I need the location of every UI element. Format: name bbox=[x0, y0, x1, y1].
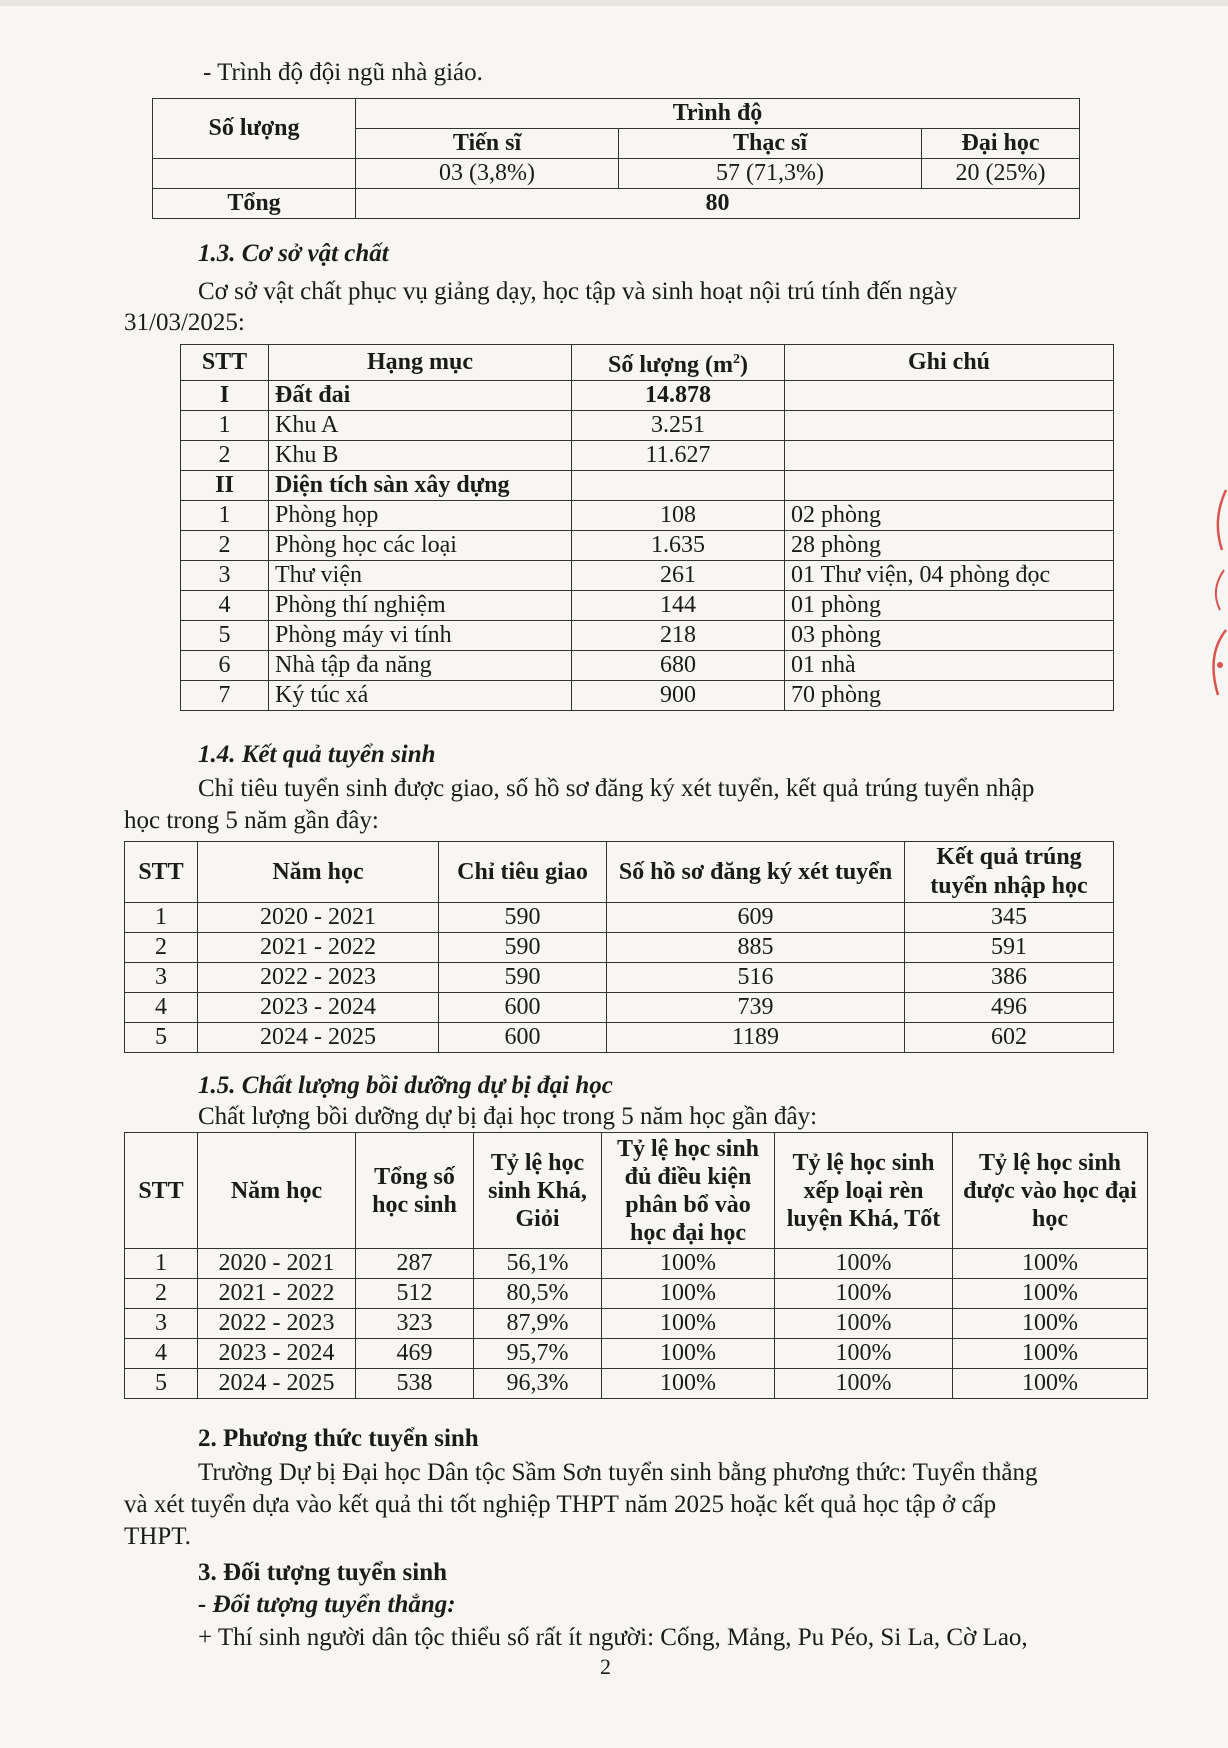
quality-row bbox=[125, 1309, 1148, 1339]
quality-row bbox=[125, 1279, 1148, 1309]
admission-row bbox=[125, 903, 1114, 933]
quality-cell-university-rate: 100% bbox=[953, 1279, 1148, 1309]
teacher-table bbox=[152, 98, 1080, 219]
admission-cell-year: 2020 - 2021 bbox=[198, 903, 439, 933]
admission-header-year: Năm học bbox=[198, 842, 439, 903]
teacher-level-bachelor: Đại học bbox=[922, 129, 1080, 159]
facility-row bbox=[181, 681, 1114, 711]
admission-cell-quota: 600 bbox=[439, 993, 607, 1023]
quality-cell-stt: 5 bbox=[125, 1369, 198, 1399]
section-1-3-heading: 1.3. Cơ sở vật chất bbox=[198, 240, 389, 267]
facility-cell-note bbox=[785, 441, 1114, 471]
section-3-subheading: - Đối tượng tuyển thẳng: bbox=[198, 1591, 456, 1618]
facility-cell-quantity: 218 bbox=[572, 621, 785, 651]
facility-header-note: Ghi chú bbox=[785, 345, 1114, 381]
quality-cell-conduct-rate: 100% bbox=[775, 1369, 953, 1399]
quality-cell-stt: 3 bbox=[125, 1309, 198, 1339]
quality-table bbox=[124, 1132, 1148, 1399]
quality-cell-total: 538 bbox=[356, 1369, 474, 1399]
teacher-col-level: Trình độ bbox=[356, 99, 1080, 129]
admission-header-result: Kết quả trúng tuyển nhập học bbox=[905, 842, 1114, 903]
seal-stamp-edge-icon bbox=[1198, 480, 1228, 710]
section-1-3-intro-1: Cơ sở vật chất phục vụ giảng dạy, học tập và sinh hoạt nội trú tính đến ngày bbox=[198, 278, 958, 305]
teacher-total-value: 80 bbox=[356, 189, 1080, 219]
quality-cell-university-rate: 100% bbox=[953, 1339, 1148, 1369]
facility-cell-note: 03 phòng bbox=[785, 621, 1114, 651]
teacher-value-phd: 03 (3,8%) bbox=[356, 159, 619, 189]
facility-cell-note: 02 phòng bbox=[785, 501, 1114, 531]
facility-cell-quantity: 11.627 bbox=[572, 441, 785, 471]
admission-cell-stt: 5 bbox=[125, 1023, 198, 1053]
facility-header-stt: STT bbox=[181, 345, 269, 381]
admission-row bbox=[125, 963, 1114, 993]
facility-cell-quantity: 108 bbox=[572, 501, 785, 531]
facility-cell-quantity: 900 bbox=[572, 681, 785, 711]
quality-cell-conduct-rate: 100% bbox=[775, 1249, 953, 1279]
facility-cell-stt: 7 bbox=[181, 681, 269, 711]
quality-cell-year: 2023 - 2024 bbox=[198, 1339, 356, 1369]
facility-cell-item: Khu A bbox=[269, 411, 572, 441]
facility-header-quantity-sup: 2 bbox=[733, 352, 741, 367]
admission-cell-result: 602 bbox=[905, 1023, 1114, 1053]
admission-cell-year: 2024 - 2025 bbox=[198, 1023, 439, 1053]
facility-table bbox=[180, 344, 1114, 711]
facility-row bbox=[181, 441, 1114, 471]
facility-cell-stt: 1 bbox=[181, 501, 269, 531]
quality-cell-eligible-rate: 100% bbox=[602, 1369, 775, 1399]
facility-cell-quantity: 144 bbox=[572, 591, 785, 621]
admission-cell-year: 2021 - 2022 bbox=[198, 933, 439, 963]
facility-cell-stt: I bbox=[181, 381, 269, 411]
admission-cell-applications: 739 bbox=[607, 993, 905, 1023]
admission-row bbox=[125, 933, 1114, 963]
teacher-level-phd: Tiến sĩ bbox=[356, 129, 619, 159]
quality-header-year: Năm học bbox=[198, 1133, 356, 1249]
admission-cell-applications: 1189 bbox=[607, 1023, 905, 1053]
section-2-line-3: THPT. bbox=[124, 1523, 191, 1550]
admission-row bbox=[125, 1023, 1114, 1053]
quality-cell-total: 512 bbox=[356, 1279, 474, 1309]
facility-cell-quantity: 14.878 bbox=[572, 381, 785, 411]
quality-cell-good-rate: 56,1% bbox=[474, 1249, 602, 1279]
section-1-4-heading: 1.4. Kết quả tuyển sinh bbox=[198, 741, 436, 768]
quality-cell-stt: 2 bbox=[125, 1279, 198, 1309]
section-2-line-2: và xét tuyển dựa vào kết quả thi tốt nghiệp THPT năm 2025 hoặc kết quả học tập ở cấp bbox=[124, 1491, 997, 1518]
facility-row bbox=[181, 621, 1114, 651]
admission-cell-result: 591 bbox=[905, 933, 1114, 963]
quality-cell-year: 2022 - 2023 bbox=[198, 1309, 356, 1339]
facility-cell-quantity: 1.635 bbox=[572, 531, 785, 561]
scan-top-edge bbox=[0, 0, 1228, 6]
quality-cell-university-rate: 100% bbox=[953, 1309, 1148, 1339]
admission-cell-year: 2022 - 2023 bbox=[198, 963, 439, 993]
facility-header-quantity-text: Số lượng (m bbox=[607, 352, 734, 378]
facility-header-quantity bbox=[572, 345, 785, 381]
teacher-value-master: 57 (71,3%) bbox=[619, 159, 922, 189]
admission-cell-quota: 590 bbox=[439, 963, 607, 993]
facility-header-item: Hạng mục bbox=[269, 345, 572, 381]
facility-header-quantity-close: ) bbox=[740, 352, 749, 378]
facility-cell-stt: 2 bbox=[181, 441, 269, 471]
facility-cell-stt: 4 bbox=[181, 591, 269, 621]
quality-cell-university-rate: 100% bbox=[953, 1369, 1148, 1399]
admission-cell-quota: 590 bbox=[439, 933, 607, 963]
facility-cell-quantity: 680 bbox=[572, 651, 785, 681]
facility-cell-item: Phòng thí nghiệm bbox=[269, 591, 572, 621]
quality-cell-conduct-rate: 100% bbox=[775, 1339, 953, 1369]
facility-cell-stt: 6 bbox=[181, 651, 269, 681]
facility-cell-note: 01 Thư viện, 04 phòng đọc bbox=[785, 561, 1114, 591]
quality-cell-total: 323 bbox=[356, 1309, 474, 1339]
facility-row bbox=[181, 501, 1114, 531]
facility-cell-note: 01 phòng bbox=[785, 591, 1114, 621]
quality-cell-good-rate: 95,7% bbox=[474, 1339, 602, 1369]
facility-cell-note: 28 phòng bbox=[785, 531, 1114, 561]
admission-cell-quota: 590 bbox=[439, 903, 607, 933]
facility-cell-item: Phòng học các loại bbox=[269, 531, 572, 561]
quality-header-conduct-rate: Tỷ lệ học sinh xếp loại rèn luyện Khá, Tốt bbox=[775, 1133, 953, 1249]
section-1-4-intro-2: học trong 5 năm gần đây: bbox=[124, 807, 379, 834]
facility-cell-quantity: 3.251 bbox=[572, 411, 785, 441]
quality-cell-conduct-rate: 100% bbox=[775, 1279, 953, 1309]
admission-cell-result: 496 bbox=[905, 993, 1114, 1023]
facility-cell-stt: 3 bbox=[181, 561, 269, 591]
facility-cell-note bbox=[785, 381, 1114, 411]
teacher-values-empty bbox=[153, 159, 356, 189]
admission-cell-quota: 600 bbox=[439, 1023, 607, 1053]
quality-cell-good-rate: 80,5% bbox=[474, 1279, 602, 1309]
admission-header-stt: STT bbox=[125, 842, 198, 903]
section-3-heading: 3. Đối tượng tuyển sinh bbox=[198, 1559, 448, 1586]
section-1-5-heading: 1.5. Chất lượng bồi dưỡng dự bị đại học bbox=[198, 1072, 613, 1099]
quality-cell-good-rate: 87,9% bbox=[474, 1309, 602, 1339]
facility-cell-stt: 5 bbox=[181, 621, 269, 651]
quality-header-stt: STT bbox=[125, 1133, 198, 1249]
section-2-heading: 2. Phương thức tuyển sinh bbox=[198, 1425, 479, 1452]
admission-cell-applications: 609 bbox=[607, 903, 905, 933]
teacher-intro: - Trình độ đội ngũ nhà giáo. bbox=[203, 59, 483, 86]
teacher-value-bachelor: 20 (25%) bbox=[922, 159, 1080, 189]
section-3-line-1: + Thí sinh người dân tộc thiểu số rất ít người: Cống, Mảng, Pu Péo, Si La, Cờ Lao, bbox=[198, 1624, 1028, 1651]
section-1-3-intro-2: 31/03/2025: bbox=[124, 309, 245, 336]
quality-header-good-rate: Tỷ lệ học sinh Khá, Giỏi bbox=[474, 1133, 602, 1249]
facility-cell-item: Phòng máy vi tính bbox=[269, 621, 572, 651]
teacher-level-master: Thạc sĩ bbox=[619, 129, 922, 159]
section-2-line-1: Trường Dự bị Đại học Dân tộc Sầm Sơn tuyển sinh bằng phương thức: Tuyển thẳng bbox=[198, 1459, 1038, 1486]
page-number: 2 bbox=[600, 1654, 611, 1679]
facility-cell-note: 70 phòng bbox=[785, 681, 1114, 711]
facility-row bbox=[181, 471, 1114, 501]
facility-cell-quantity bbox=[572, 471, 785, 501]
facility-cell-item: Diện tích sàn xây dựng bbox=[269, 471, 572, 501]
admission-cell-stt: 3 bbox=[125, 963, 198, 993]
facility-row bbox=[181, 651, 1114, 681]
quality-cell-total: 469 bbox=[356, 1339, 474, 1369]
quality-cell-eligible-rate: 100% bbox=[602, 1279, 775, 1309]
teacher-total-label: Tổng bbox=[153, 189, 356, 219]
quality-cell-conduct-rate: 100% bbox=[775, 1309, 953, 1339]
facility-row bbox=[181, 591, 1114, 621]
quality-row bbox=[125, 1369, 1148, 1399]
quality-row bbox=[125, 1339, 1148, 1369]
section-1-5-intro: Chất lượng bồi dưỡng dự bị đại học trong 5 năm học gần đây: bbox=[198, 1103, 818, 1130]
quality-header-eligible-rate: Tỷ lệ học sinh đủ điều kiện phân bổ vào học đại học bbox=[602, 1133, 775, 1249]
teacher-col-quantity: Số lượng bbox=[153, 99, 356, 159]
admission-row bbox=[125, 993, 1114, 1023]
facility-cell-note bbox=[785, 411, 1114, 441]
admission-cell-year: 2023 - 2024 bbox=[198, 993, 439, 1023]
facility-cell-item: Đất đai bbox=[269, 381, 572, 411]
facility-row bbox=[181, 411, 1114, 441]
admission-cell-stt: 2 bbox=[125, 933, 198, 963]
facility-cell-item: Ký túc xá bbox=[269, 681, 572, 711]
quality-cell-year: 2020 - 2021 bbox=[198, 1249, 356, 1279]
quality-cell-eligible-rate: 100% bbox=[602, 1339, 775, 1369]
facility-cell-item: Thư viện bbox=[269, 561, 572, 591]
admission-cell-result: 386 bbox=[905, 963, 1114, 993]
facility-cell-note: 01 nhà bbox=[785, 651, 1114, 681]
facility-cell-stt: 2 bbox=[181, 531, 269, 561]
quality-cell-stt: 1 bbox=[125, 1249, 198, 1279]
quality-cell-year: 2024 - 2025 bbox=[198, 1369, 356, 1399]
facility-cell-quantity: 261 bbox=[572, 561, 785, 591]
quality-cell-total: 287 bbox=[356, 1249, 474, 1279]
admission-cell-stt: 4 bbox=[125, 993, 198, 1023]
admission-cell-stt: 1 bbox=[125, 903, 198, 933]
quality-header-university-rate: Tỷ lệ học sinh được vào học đại học bbox=[953, 1133, 1148, 1249]
section-1-4-intro-1: Chỉ tiêu tuyển sinh được giao, số hồ sơ đăng ký xét tuyển, kết quả trúng tuyển nhập bbox=[198, 775, 1035, 802]
quality-cell-good-rate: 96,3% bbox=[474, 1369, 602, 1399]
facility-cell-note bbox=[785, 471, 1114, 501]
admission-table bbox=[124, 841, 1114, 1053]
facility-cell-stt: 1 bbox=[181, 411, 269, 441]
facility-cell-stt: II bbox=[181, 471, 269, 501]
facility-row bbox=[181, 381, 1114, 411]
quality-cell-university-rate: 100% bbox=[953, 1249, 1148, 1279]
admission-header-applications: Số hồ sơ đăng ký xét tuyển bbox=[607, 842, 905, 903]
quality-header-total: Tổng số học sinh bbox=[356, 1133, 474, 1249]
quality-cell-eligible-rate: 100% bbox=[602, 1309, 775, 1339]
facility-cell-item: Phòng họp bbox=[269, 501, 572, 531]
facility-cell-item: Nhà tập đa năng bbox=[269, 651, 572, 681]
admission-header-quota: Chỉ tiêu giao bbox=[439, 842, 607, 903]
facility-row bbox=[181, 561, 1114, 591]
facility-row bbox=[181, 531, 1114, 561]
quality-row bbox=[125, 1249, 1148, 1279]
facility-cell-item: Khu B bbox=[269, 441, 572, 471]
admission-cell-applications: 885 bbox=[607, 933, 905, 963]
quality-cell-stt: 4 bbox=[125, 1339, 198, 1369]
admission-cell-result: 345 bbox=[905, 903, 1114, 933]
admission-cell-applications: 516 bbox=[607, 963, 905, 993]
quality-cell-eligible-rate: 100% bbox=[602, 1249, 775, 1279]
quality-cell-year: 2021 - 2022 bbox=[198, 1279, 356, 1309]
